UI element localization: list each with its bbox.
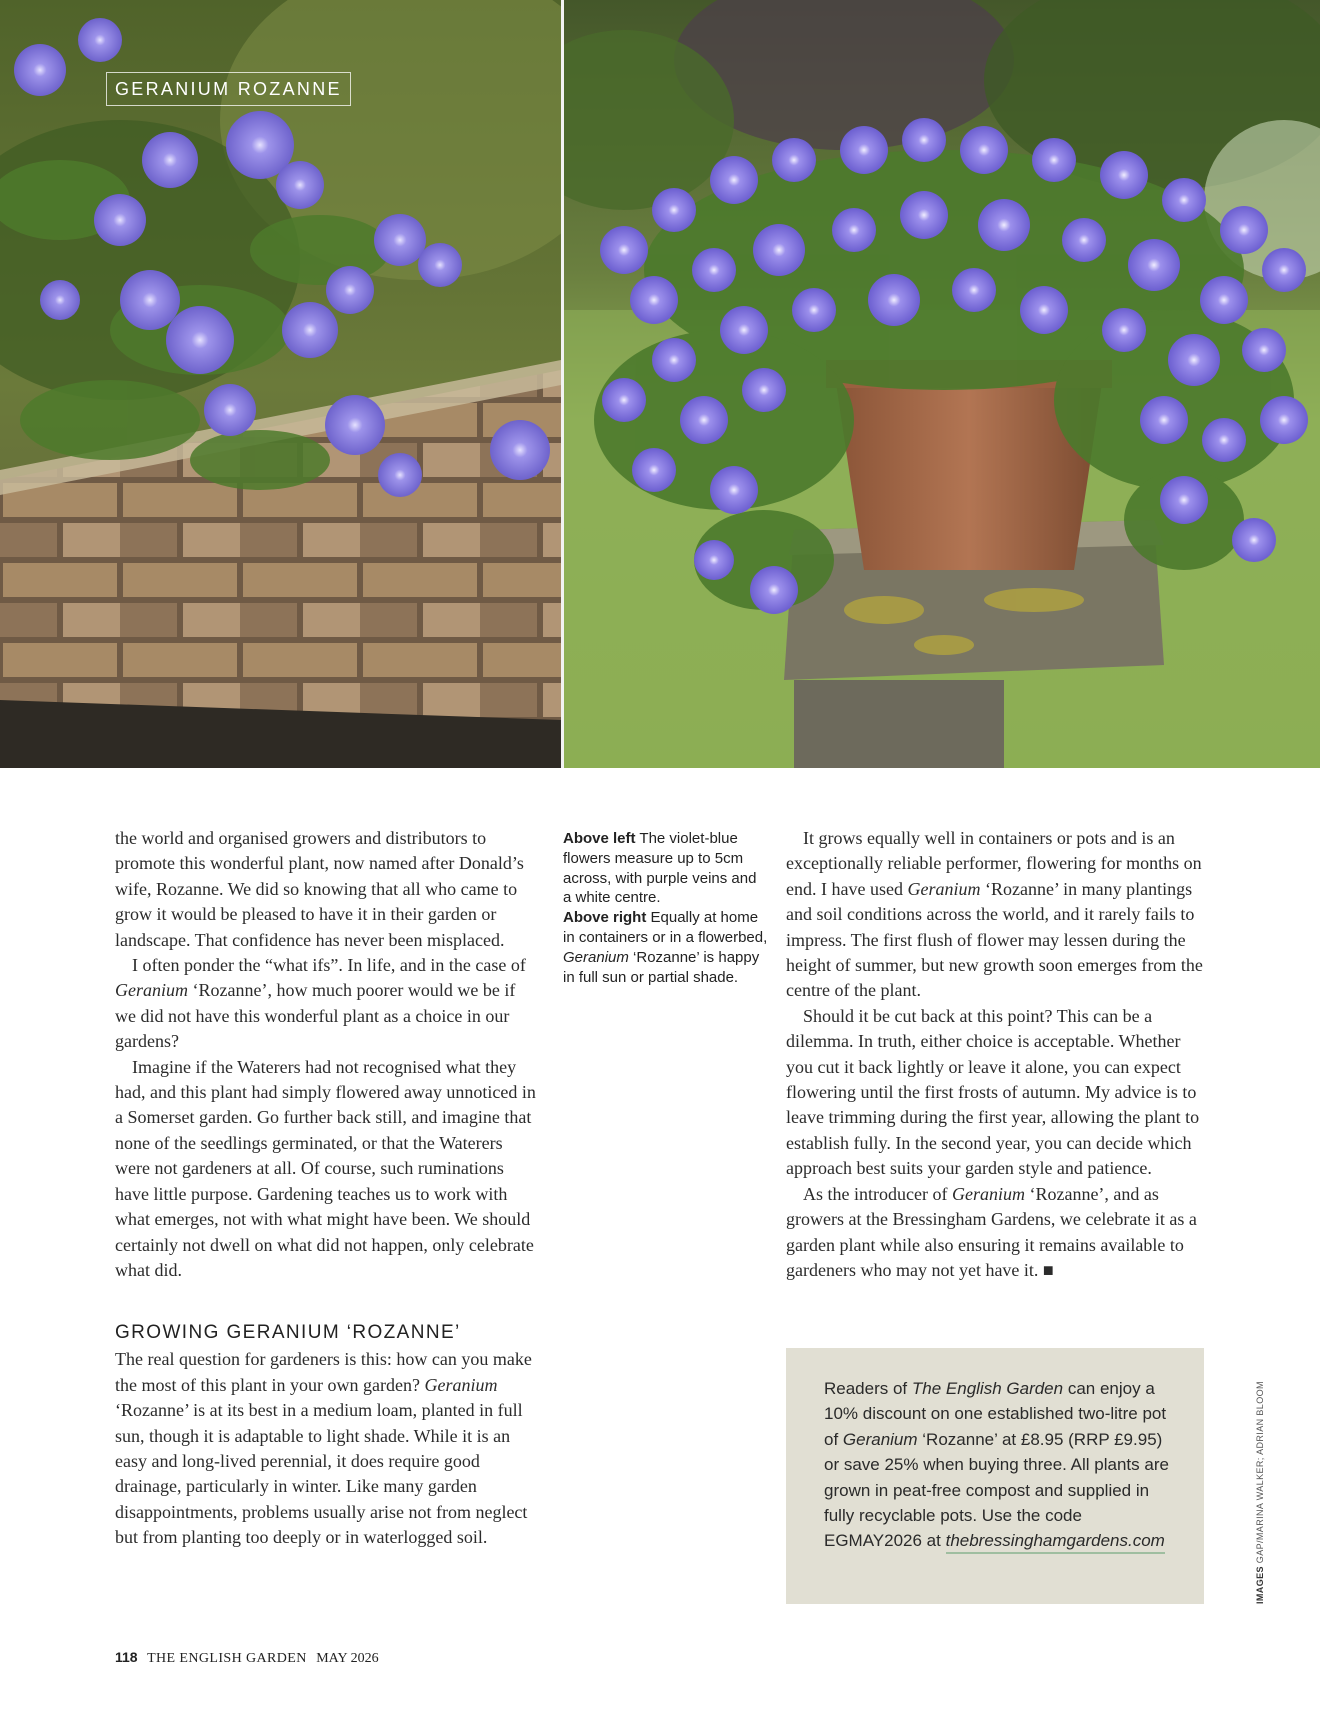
paragraph: Should it be cut back at this point? This can be a dilemma. In truth, either choice is acceptable. Whether you cut it back lightly or leave it alone, you can expect flowering until the first frosts of autumn. My advice is to leave trimming during the first year, allowing the plant to establish fully. In the second year, you can decide which approach best suits your garden style and patience. [786,1005,1200,1179]
photo-right-image [564,0,1320,768]
caption-right: Above right Equally at home in containers or in a flowerbed, Geranium ‘Rozanne’ is happy in full sun or partial shade. [563,909,768,986]
paragraph: The real question for gardeners is this: how can you make the most of this plant in your own garden? Geranium ‘Rozanne’ is at its best in a medium loam, planted in full sun, though it is adaptable to light shade. While it is an easy and long-lived perennial, it does require good drainage, particularly in winter. Like many garden disappointments, problems usually arise not from neglect but from planting too deeply or in waterlogged soil. [115,1349,532,1548]
caption-left: Above left The violet-blue flowers measure up to 5cm across, with purple veins and a white centre. [563,830,757,907]
photo-left [0,0,561,768]
article-column-left [115,826,540,1551]
magazine-name: THE ENGLISH GARDEN [147,1651,307,1666]
page-footer [115,1649,379,1667]
paragraph: As the introducer of Geranium ‘Rozanne’, and as growers at the Bressingham Gardens, we celebrate it as a garden plant while also ensuring it remains available to gardeners who may not yet have it. ■ [786,1183,1197,1280]
section-heading: GROWING GERANIUM ‘ROZANNE’ [115,1322,461,1344]
photo-label: GERANIUM ROZANNE [106,72,351,106]
paragraph: Imagine if the Waterers had not recognised what they had, and this plant had simply flowered away unnoticed in a Somerset garden. Go further back still, and imagine that none of the seedlings germinated, or that the Waterers were not gardeners at all. Of course, such ruminations have little purpose. Gardening teaches us to work with what emerges, not with what might have been. We should certainly not dwell on what did not happen, only celebrate what did. [115,1056,536,1280]
paragraph: I often ponder the “what ifs”. In life, and in the case of Geranium ‘Rozanne’, how much poorer would we be if we did not have this wonderful plant as a choice in our gardens? [115,955,526,1052]
reader-offer-text: Readers of The English Garden can enjoy a 10% discount on one established two-litre pot of Geranium ‘Rozanne’ at £8.95 (RRP £9.95) or save 25% when buying three. All plants are grown in peat-free compost and supplied in fully recyclable pots. Use the code EGMAY2026 at thebressinghamgardens.com [824,1376,1169,1554]
end-mark: ■ [1042,1259,1054,1280]
photo-left-image [0,0,561,768]
photo-captions [563,829,768,987]
image-credits: IMAGES GAP/MARINA WALKER; ADRIAN BLOOM [1255,1381,1265,1604]
article-column-right [786,826,1206,1283]
paragraph: It grows equally well in containers or pots and is an exceptionally reliable performer, flowering for months on end. I have used Geranium ‘Rozanne’ in many plantings and soil conditions across the world, and it rarely fails to impress. The first flush of flower may lessen during the height of summer, but new growth soon emerges from the centre of the plant. [786,828,1203,1001]
offer-website-link[interactable]: thebressinghamgardens.com [946,1531,1165,1554]
paragraph: the world and organised growers and distributors to promote this wonderful plant, now named after Donald’s wife, Rozanne. We did so knowing that all who came to grow it would be pleased to have it in their garden or landscape. That confidence has never been misplaced. [115,828,524,950]
photo-right [564,0,1320,768]
reader-offer-box [786,1348,1204,1604]
page-number: 118 [115,1649,138,1665]
issue-date: MAY 2026 [316,1651,379,1666]
